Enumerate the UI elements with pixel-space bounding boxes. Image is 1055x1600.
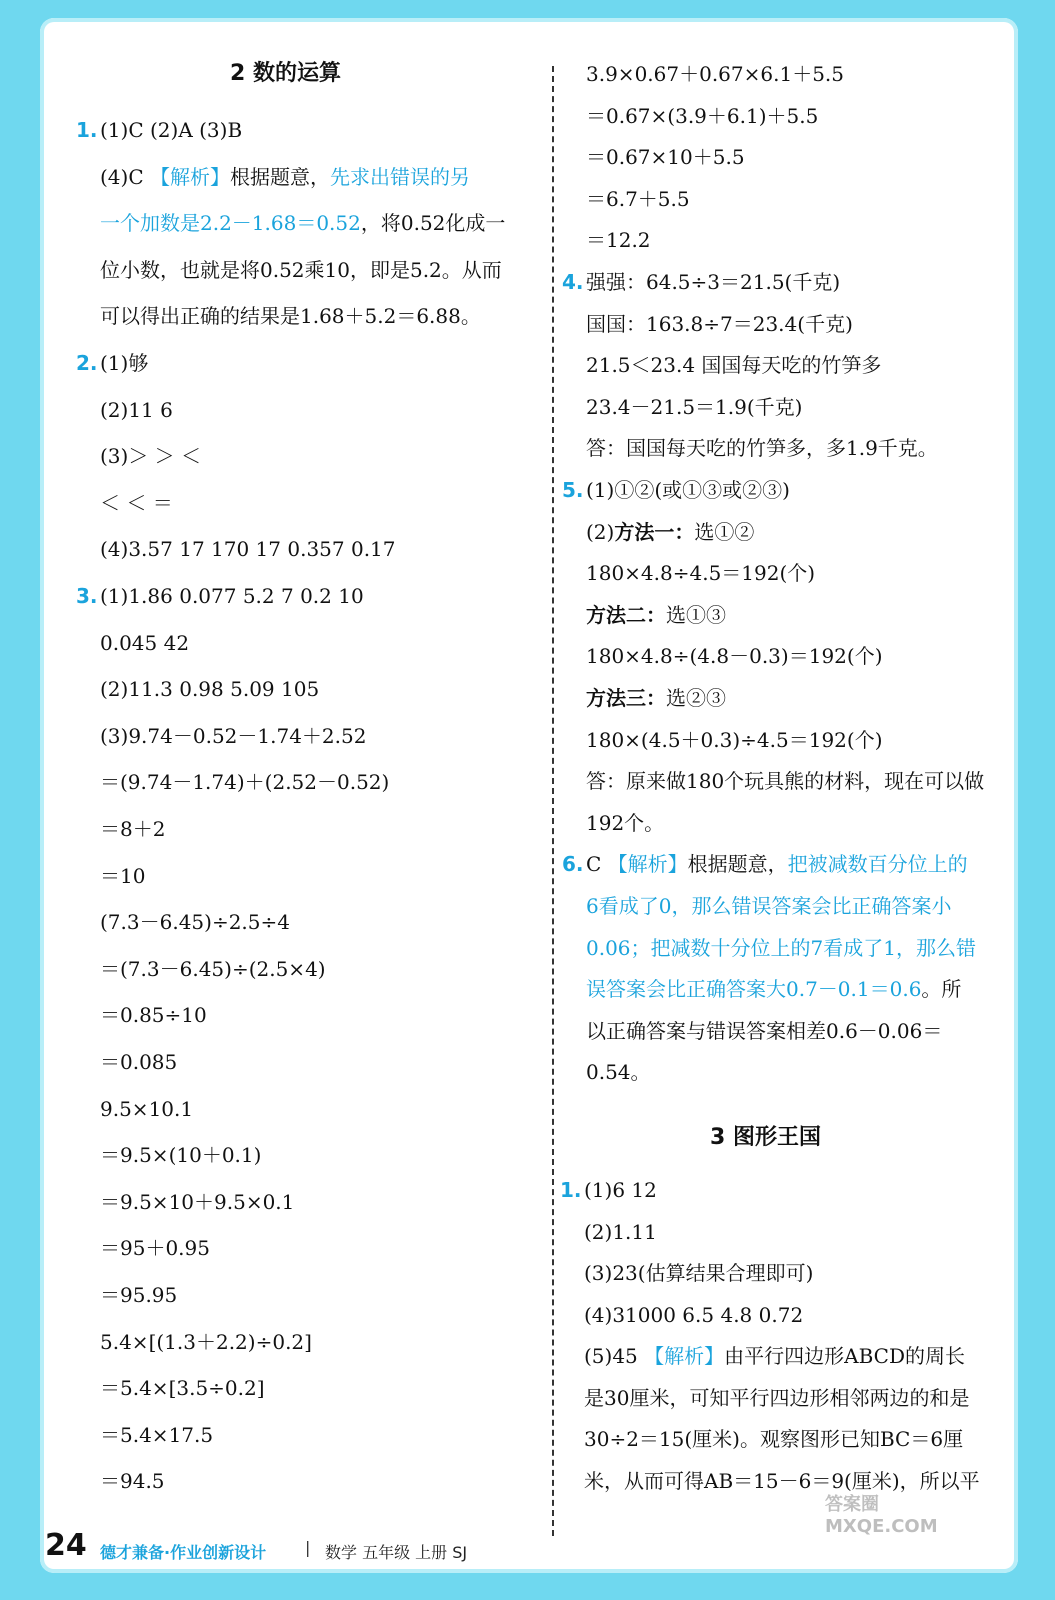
answer-line: [586, 767, 984, 795]
answer-text: (1)6 12: [584, 1178, 657, 1202]
answer-line: [100, 302, 481, 330]
answer-line: [586, 351, 881, 379]
answer-line: [586, 518, 754, 546]
answer-line: [586, 185, 690, 213]
method-label: 方法一：: [614, 519, 695, 544]
answer-text: (4)31000 6.5 4.8 0.72: [584, 1302, 804, 1327]
answer-text: 答：原来做180个玩具熊的材料，现在可以做: [586, 769, 985, 794]
answer-text: (1)1.86 0.077 5.2 7 0.2 10: [100, 584, 364, 608]
answer-line: [586, 1058, 651, 1086]
answer-text: (2)11.3 0.98 5.09 105: [100, 677, 320, 702]
answer-text: ＝5.4×[3.5÷0.2]: [100, 1376, 265, 1401]
answer-text: 30÷2＝15(厘米)。观察图形已知BC＝6厘: [584, 1427, 964, 1451]
answer-line: [100, 1188, 294, 1216]
answer-line: [584, 1342, 965, 1370]
answer-text: (1)C (2)A (3)B: [100, 118, 243, 142]
answer-line: [100, 815, 165, 843]
answer-line: [100, 1095, 193, 1123]
answer-line: [100, 1234, 210, 1262]
answer-text: ＝0.67×10＋5.5: [586, 145, 745, 170]
answer-text: ＝94.5: [100, 1469, 165, 1494]
answer-line: [100, 442, 201, 470]
answer-line: [560, 1176, 657, 1204]
section-heading-3: 3 图形王国: [710, 1125, 821, 1150]
answer-text: ＝6.7＋5.5: [586, 186, 690, 211]
answer-line: [100, 955, 326, 983]
answer-text: 根据题意，: [230, 164, 330, 189]
question-number: 6.: [562, 852, 584, 877]
answer-text: ＜ ＜ ＝: [100, 490, 173, 515]
answer-text: 答：国国每天吃的竹笋多，多1.9千克。: [586, 436, 938, 461]
answer-text: ＝9.5×(10＋0.1): [100, 1143, 262, 1168]
method-label: 方法二：: [586, 602, 666, 627]
answer-line: [586, 434, 938, 462]
analysis-tag: 【解析】: [607, 852, 688, 877]
answer-text: 5.4×[(1.3＋2.2)÷0.2]: [100, 1329, 312, 1354]
answer-text: 192个。: [586, 810, 665, 835]
answer-text: (2)11 6: [100, 397, 173, 422]
answer-line: [586, 892, 951, 920]
answer-line: [100, 908, 290, 936]
answer-line: [586, 601, 726, 629]
analysis-tag: 【解析】: [150, 164, 230, 189]
footer-separator: |: [305, 1538, 311, 1557]
question-number: 4.: [562, 270, 584, 294]
highlighted-text: 0.06；把减数十分位上的7看成了1，那么错: [586, 935, 976, 960]
answer-line: [100, 675, 319, 703]
answer-text: 选①②: [694, 519, 755, 544]
watermark-logo: 答案圈 MXQE.COM: [825, 1494, 938, 1537]
answer-line: [584, 1301, 803, 1329]
answer-line: [100, 489, 173, 517]
answer-text: 。所: [921, 977, 962, 1002]
answer-text: 可以得出正确的结果是1.68＋5.2＝6.88。: [100, 304, 481, 329]
answer-line: [100, 629, 189, 657]
answer-text: ＝0.085: [100, 1050, 178, 1074]
answer-text: (7.3－6.45)÷2.5÷4: [100, 910, 290, 935]
answer-text: 0.045 42: [100, 630, 190, 655]
answer-line: [584, 1218, 657, 1246]
answer-text: (4)C: [100, 164, 150, 189]
answer-text: ＝9.5×10＋9.5×0.1: [100, 1189, 295, 1214]
answer-line: [584, 1259, 813, 1287]
answer-line: [100, 1281, 177, 1309]
answer-text: 米，从而可得AB＝15－6＝9(厘米)，所以平: [584, 1468, 980, 1493]
method-label: 方法三：: [586, 686, 666, 710]
answer-text: 位小数，也就是将0.52乘10，即是5.2。从而: [100, 257, 502, 282]
answer-text: ＝95.95: [100, 1283, 178, 1307]
answer-text: ＝0.67×(3.9＋6.1)＋5.5: [586, 103, 819, 128]
answer-text: 3.9×0.67＋0.67×6.1＋5.5: [586, 62, 844, 86]
answer-line: [586, 934, 976, 962]
question-number: 1.: [560, 1178, 582, 1202]
highlighted-text: 误答案会比正确答案大0.7－0.1＝0.6: [586, 977, 922, 1002]
highlighted-text: 一个加数是2.2－1.68＝0.52: [100, 211, 361, 236]
answer-line: [586, 642, 883, 670]
answer-line: [586, 809, 664, 837]
answer-text: ＝5.4×17.5: [100, 1422, 214, 1447]
answer-line: [586, 1017, 942, 1045]
page-number: 24: [45, 1528, 87, 1563]
answer-line: [100, 1001, 207, 1029]
answer-line: [100, 396, 173, 424]
column-divider: [552, 66, 554, 1536]
answer-line: [100, 862, 145, 890]
answer-line: [100, 1467, 165, 1495]
answer-text: 选②③: [666, 686, 726, 710]
answer-text: (1)①②(或①③或②③): [586, 478, 790, 502]
answer-text: 由平行四边形ABCD的周长: [724, 1344, 965, 1368]
answer-text: 21.5＜23.4 国国每天吃的竹笋多: [586, 353, 882, 378]
answer-text: 是30厘米，可知平行四边形相邻两边的和是: [584, 1385, 970, 1410]
answer-line: [586, 684, 726, 712]
answer-line: [586, 143, 745, 171]
answer-text: ＝(7.3－6.45)÷(2.5×4): [100, 956, 326, 981]
answer-line: [586, 102, 818, 130]
question-number: 1.: [76, 118, 98, 142]
answer-text: (3)9.74－0.52－1.74＋2.52: [100, 723, 367, 748]
answer-text: 180×4.8÷4.5＝192(个): [586, 561, 816, 586]
answer-line: [100, 1374, 265, 1402]
answer-line: [100, 1328, 312, 1356]
answer-text: ＝8＋2: [100, 817, 166, 841]
answer-line: [586, 975, 961, 1003]
footer-brand: 德才兼备·作业创新设计: [100, 1543, 267, 1562]
answer-text: ，将0.52化成一: [360, 211, 506, 236]
answer-text: 选①③: [666, 602, 726, 627]
question-number: 5.: [562, 478, 584, 502]
answer-text: (3)23(估算结果合理即可): [584, 1261, 814, 1285]
answer-line: [562, 850, 968, 878]
answer-text: 0.54。: [586, 1060, 651, 1085]
answer-line: [76, 582, 364, 610]
answer-page: [40, 18, 1018, 1573]
answer-line: [100, 209, 505, 237]
answer-line: [100, 768, 389, 796]
answer-text: 根据题意，: [687, 852, 788, 877]
answer-text: 180×4.8÷(4.8－0.3)＝192(个): [586, 644, 883, 669]
answer-text: ＝10: [100, 863, 146, 888]
answer-line: [586, 226, 651, 254]
answer-line: [76, 116, 243, 144]
answer-line: [562, 476, 790, 504]
answer-text: ＝(9.74－1.74)＋(2.52－0.52): [100, 770, 390, 795]
answer-text: (3)＞ ＞ ＜: [100, 444, 202, 469]
answer-line: [586, 726, 883, 754]
answer-line: [100, 1141, 261, 1169]
answer-line: [100, 256, 502, 284]
answer-text: ＝0.85÷10: [100, 1003, 207, 1028]
answer-line: [586, 559, 815, 587]
question-number: 2.: [76, 351, 98, 375]
answer-line: [100, 722, 366, 750]
answer-text: 180×(4.5＋0.3)÷4.5＝192(个): [586, 727, 883, 752]
answer-text: (2)1.11: [584, 1219, 657, 1244]
footer-book-info: 数学 五年级 上册 SJ: [325, 1543, 468, 1562]
answer-text: ＝95＋0.95: [100, 1236, 210, 1261]
answer-line: [584, 1425, 963, 1453]
answer-line: [100, 1421, 213, 1449]
answer-line: [586, 393, 802, 421]
answer-text: 23.4－21.5＝1.9(千克): [586, 394, 803, 419]
highlighted-text: 把被减数百分位上的: [787, 852, 968, 877]
answer-line: [584, 1384, 969, 1412]
answer-line: [562, 268, 841, 296]
answer-text: (5)45: [584, 1344, 645, 1368]
question-number: 3.: [76, 584, 98, 608]
answer-line: [100, 163, 470, 191]
section-heading-2: 2 数的运算: [230, 61, 341, 86]
analysis-tag: 【解析】: [644, 1344, 725, 1368]
answer-text: (4)3.57 17 170 17 0.357 0.17: [100, 537, 396, 562]
answer-text: 以正确答案与错误答案相差0.6－0.06＝: [586, 1018, 943, 1043]
answer-line: [100, 1048, 177, 1076]
answer-text: 国国：163.8÷7＝23.4(千克): [586, 311, 853, 336]
answer-line: [586, 60, 844, 88]
answer-line: [76, 349, 149, 377]
answer-text: ＝12.2: [586, 228, 651, 253]
answer-text: 9.5×10.1: [100, 1096, 194, 1121]
answer-text: (1)够: [100, 351, 149, 375]
highlighted-text: 6看成了0，那么错误答案会比正确答案小: [586, 894, 952, 918]
answer-text: C: [586, 852, 608, 877]
answer-line: [586, 310, 853, 338]
answer-line: [100, 535, 396, 563]
answer-text: 强强：64.5÷3＝21.5(千克): [586, 270, 841, 294]
highlighted-text: 先求出错误的另: [330, 164, 470, 189]
answer-text: (2): [586, 519, 615, 544]
